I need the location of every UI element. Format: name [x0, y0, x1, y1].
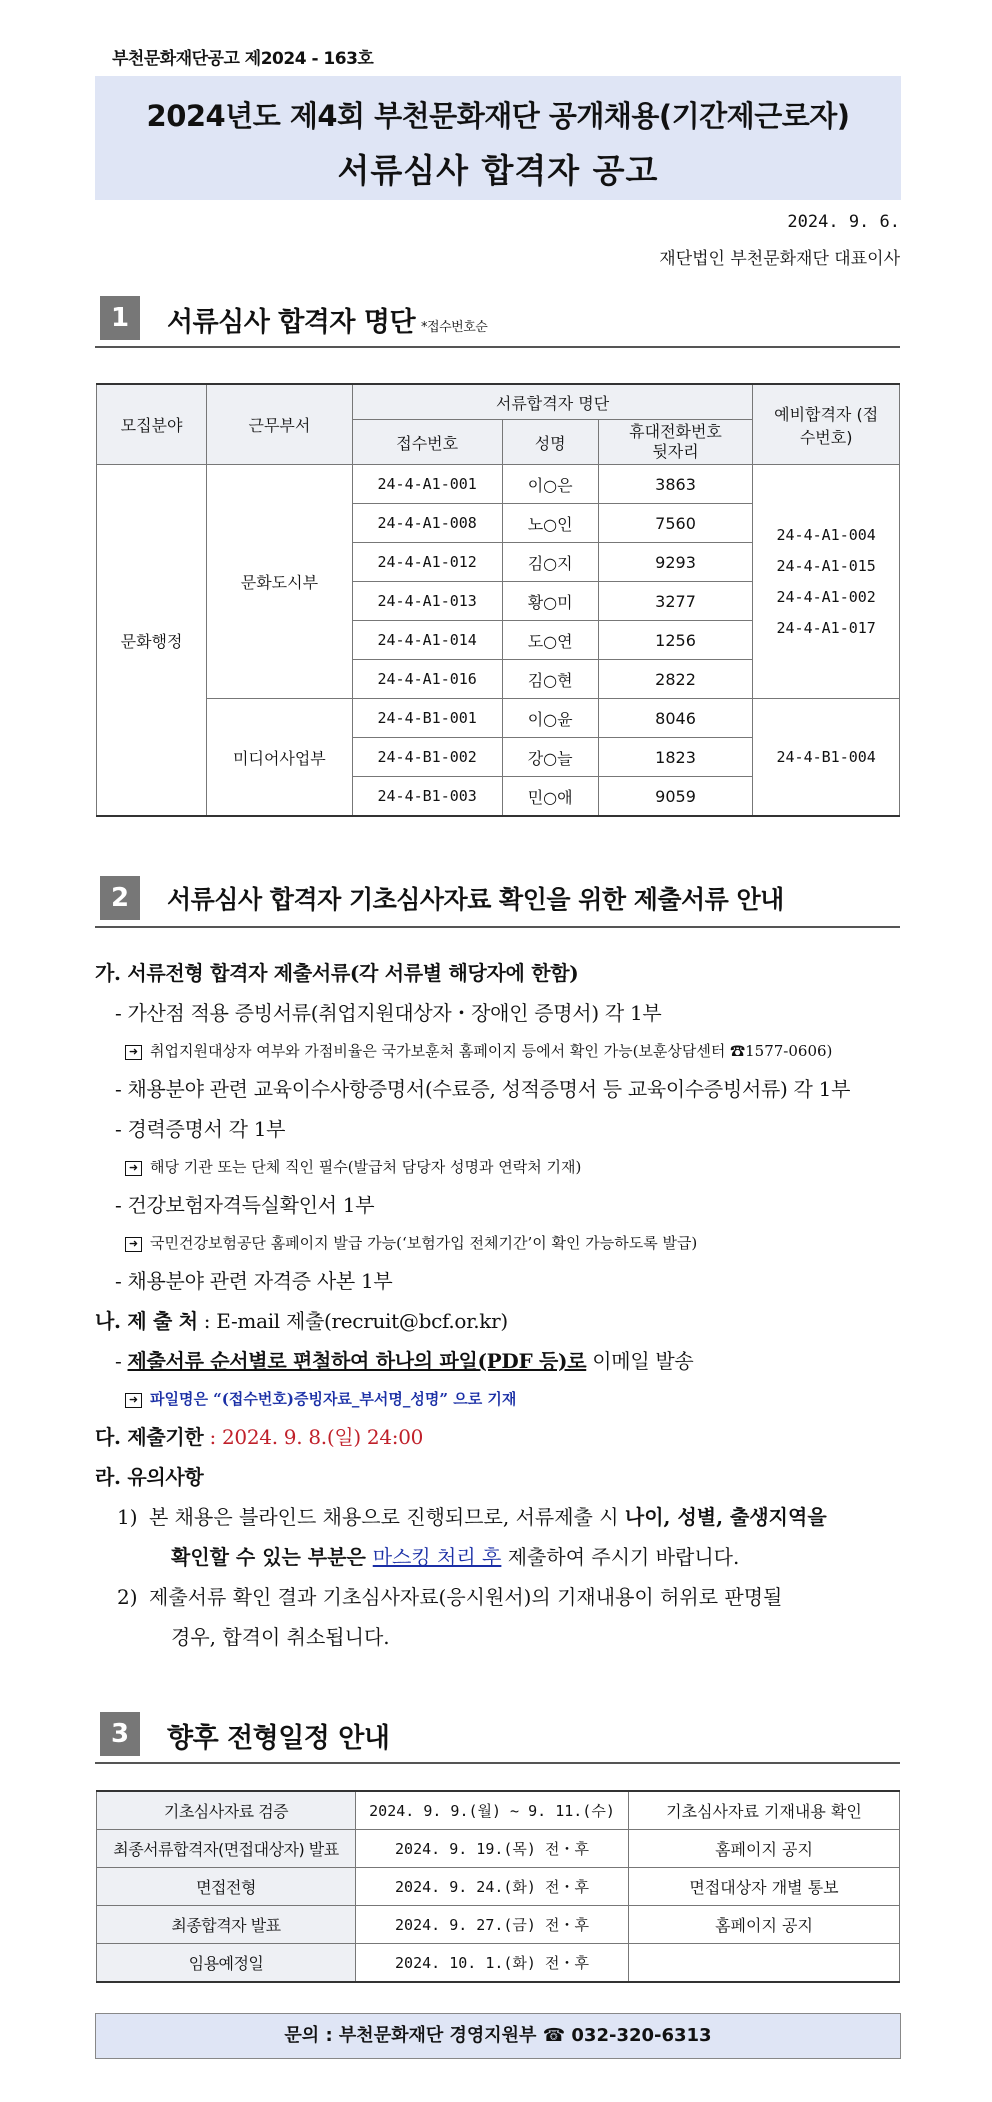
table-row: 24-4-A1-013 황○미 3277: [97, 582, 900, 621]
col-phone: 휴대전화번호 뒷자리: [598, 420, 753, 465]
arrow-icon: ➜: [125, 1161, 142, 1176]
section-title: 서류심사 합격자 기초심사자료 확인을 위한 제출서류 안내: [167, 885, 784, 914]
section-title: 향후 전형일정 안내: [167, 1723, 390, 1754]
dept-cell: 미디어사업부: [207, 699, 353, 817]
page-title: 2024년도 제4회 부천문화재단 공개채용(기간제근로자): [146, 99, 850, 133]
reserve-cell: 24-4-A1-004 24-4-A1-015 24-4-A1-002 24-4-A1-017: [753, 465, 900, 699]
col-group: 서류합격자 명단: [352, 384, 753, 420]
section-number: 1: [100, 296, 140, 340]
contact-box: 문의 : 부천문화재단 경영지원부 ☎ 032-320-6313: [95, 2013, 901, 2059]
announcement-date: 2024. 9. 6.: [787, 212, 900, 232]
table-row: 문화행정 문화도시부 24-4-A1-001 이○은 3863 24-4-A1-004 24-4-A1-015 24-4-A1-002 24-4-A1-017: [97, 465, 900, 504]
table-row: 면접전형 2024. 9. 24.(화) 전・후 면접대상자 개별 통보: [97, 1868, 900, 1906]
col-name: 성명: [502, 420, 598, 465]
table-row: 임용예정일 2024. 10. 1.(화) 전・후: [97, 1944, 900, 1983]
dept-cell: 문화도시부: [207, 465, 353, 699]
col-receipt: 접수번호: [352, 420, 502, 465]
field-cell: 문화행정: [97, 465, 207, 817]
table-row: 24-4-B1-002 강○늘 1823: [97, 738, 900, 777]
item-ra: 라. 유의사항: [95, 1465, 204, 1489]
col-dept: 근무부서: [207, 384, 353, 465]
table-row: 기초심사자료 검증 2024. 9. 9.(월) ~ 9. 11.(수) 기초심사자료 기재내용 확인: [97, 1791, 900, 1830]
section-number: 3: [100, 1712, 140, 1756]
table-row: 최종서류합격자(면접대상자) 발표 2024. 9. 19.(목) 전・후 홈페이지 공지: [97, 1830, 900, 1868]
section-1-header: [95, 296, 900, 348]
table-row: 24-4-B1-003 민○애 9059: [97, 777, 900, 817]
passer-table: [96, 383, 900, 817]
col-field: 모집분야: [97, 384, 207, 465]
section-note: *접수번호순: [421, 320, 488, 335]
section-2-header: [95, 876, 900, 928]
table-row: 24-4-A1-014 도○연 1256: [97, 621, 900, 660]
section-2-body: 가. 서류전형 합격자 제출서류(각 서류별 해당자에 한함) - 가산점 적용 증빙서류(취업지원대상자・장애인 증명서) 각 1부 ➜ 취업지원대상자 여부와 가점비율은 국가보훈처 홈페이지 등에서 확인 가능(보훈상담센터 ☎1577-0606) - 채용분야 관련 교육이수사항증명서(수료증, 성적증명서 등 교육이수증빙서류) 각 1부 - 경력증명서 각 1부 ➜ 해당 기관 또는 단체 직인 필수(발급처 담당자 성명과 연락처 기재) - 건강보험자격득실확인서 1부 ➜ 국민건강보험공단 홈페이지 발급 가능(‘보험가입 전체기간’이 확인 가능하도록 발급) - 채용분야 관련 자격증 사본 1부 나. 제 출 처 : E-mail 제출(recruit@bcf.or.kr) - 제출서류 순서별로 편철하여 하나의 파일(PDF 등)로 이메일 발송 ➜ 파일명은 “(접수번호)증빙자료_부서명_성명” 으로 기재 다. 제출기한 : 2024. 9. 8.(일) 24:00 라. 유의사항 1) 본 채용은 블라인드 채용으로 진행되므로, 서류제출 시 나이, 성별, 출생지역을 확인할 수 있는 부분은 마스킹 처리 후 제출하여 주시기 바랍니다. 2) 제출서류 확인 결과 기초심사자료(응시원서)의 기재내용이 허위로 판명될 경우, 합격이 취소됩니다.: [95, 953, 905, 1657]
schedule-table: [96, 1790, 900, 1983]
arrow-icon: ➜: [125, 1045, 142, 1060]
arrow-icon: ➜: [125, 1237, 142, 1252]
table-row: 최종합격자 발표 2024. 9. 27.(금) 전・후 홈페이지 공지: [97, 1906, 900, 1944]
item-da: 다. 제출기한 : 2024. 9. 8.(일) 24:00: [95, 1425, 424, 1449]
reserve-cell: 24-4-B1-004: [753, 699, 900, 817]
arrow-icon: ➜: [125, 1393, 142, 1408]
table-row: 24-4-A1-012 김○지 9293: [97, 543, 900, 582]
item-na: 나. 제 출 처 : E-mail 제출(recruit@bcf.or.kr): [95, 1309, 508, 1333]
announcement-number: 부천문화재단공고 제2024 - 163호: [112, 49, 374, 69]
col-reserve: 예비합격자 (접수번호): [753, 384, 900, 465]
title-banner: [95, 76, 901, 200]
issuer: 재단법인 부천문화재단 대표이사: [659, 249, 900, 269]
section-3-header: [95, 1712, 900, 1764]
item-ga: 가. 서류전형 합격자 제출서류(각 서류별 해당자에 한함): [95, 961, 579, 985]
page-subtitle: 서류심사 합격자 공고: [337, 151, 659, 190]
table-row: 24-4-A1-008 노○인 7560: [97, 504, 900, 543]
section-number: 2: [100, 876, 140, 920]
table-row: 24-4-A1-016 김○현 2822: [97, 660, 900, 699]
table-row: 미디어사업부 24-4-B1-001 이○윤 8046 24-4-B1-004: [97, 699, 900, 738]
section-title: 서류심사 합격자 명단: [167, 307, 416, 338]
